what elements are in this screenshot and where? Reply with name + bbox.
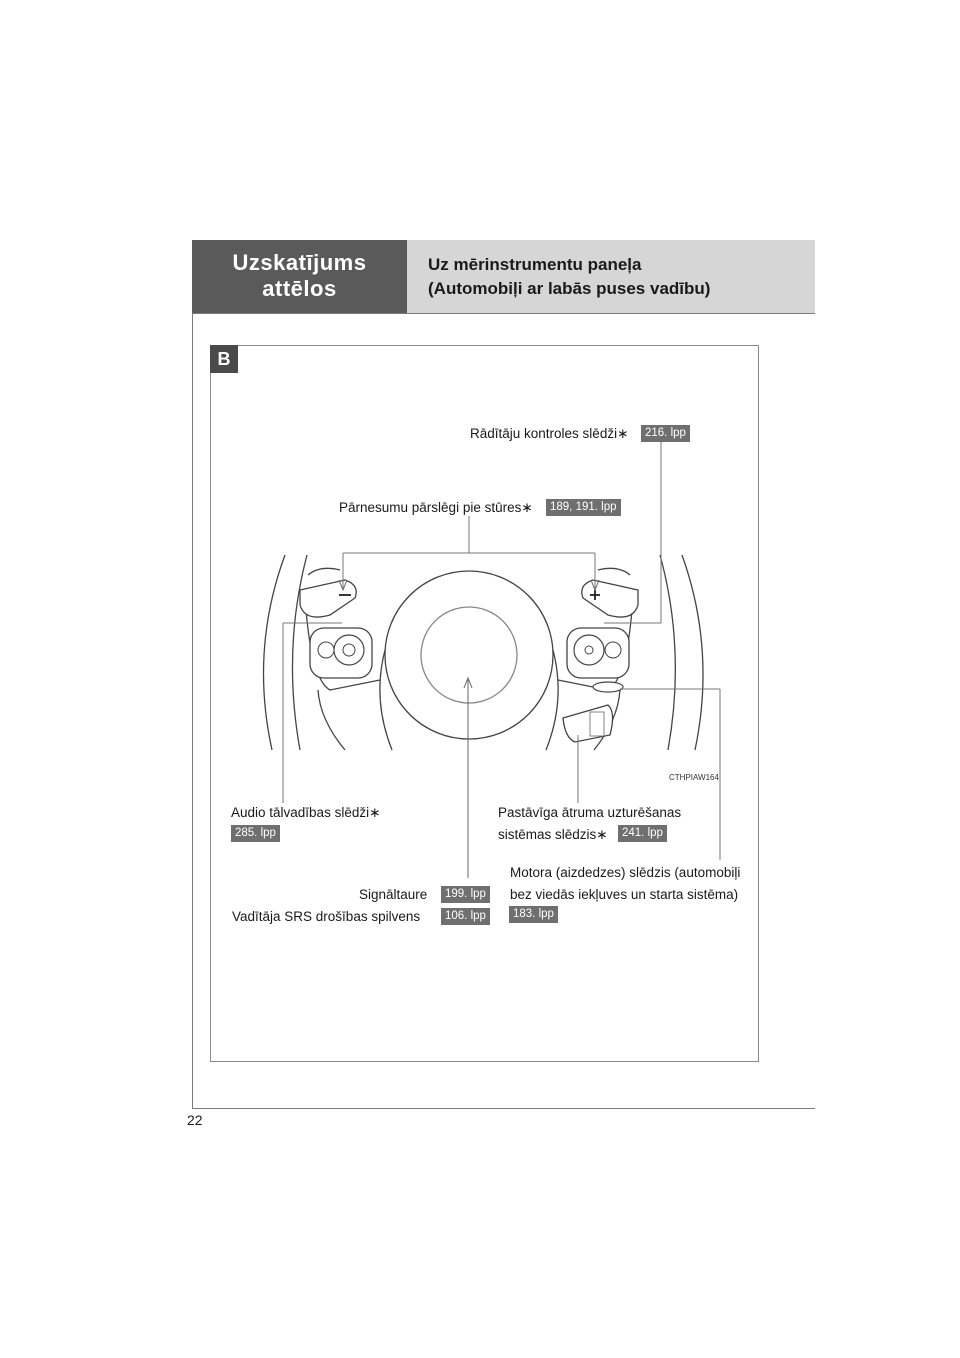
cruise-control-label-line2 <box>498 824 608 845</box>
asterisk-mark: ∗ <box>617 426 629 441</box>
section-title-line1: Uzskatījums <box>232 250 367 275</box>
cruise-control-ref[interactable]: 241. lpp <box>618 825 667 842</box>
page-number: 22 <box>187 1112 203 1128</box>
engine-switch-label-line2: bez viedās iekļuves un starta sistēma) <box>510 887 739 902</box>
page-heading-line1: Uz mērinstrumentu paneļa <box>428 255 642 274</box>
audio-switches-text: Audio tālvadības slēdži <box>231 805 370 820</box>
audio-switches-label <box>231 802 380 823</box>
audio-switches-ref[interactable]: 285. lpp <box>231 825 280 842</box>
cruise-control-text: sistēmas slēdzis <box>498 827 597 842</box>
section-mark: B <box>210 345 238 373</box>
cruise-control-label-line1: Pastāvīga ātruma uzturēšanas <box>498 805 682 820</box>
figure-code: CTHPIAW164 <box>669 773 719 782</box>
paddle-shifters-text: Pārnesumu pārslēgi pie stūres <box>339 500 522 515</box>
gauge-switches-ref[interactable]: 216. lpp <box>641 425 690 442</box>
engine-switch-label-line1: Motora (aizdedzes) slēdzis (automobiļi <box>510 865 741 880</box>
page-heading-line2: (Automobiļi ar labās puses vadību) <box>428 279 711 298</box>
horn-ref[interactable]: 199. lpp <box>441 886 490 903</box>
srs-airbag-ref[interactable]: 106. lpp <box>441 908 490 925</box>
gauge-switches-label <box>470 423 628 444</box>
paddle-shifters-ref[interactable]: 189, 191. lpp <box>546 499 621 516</box>
gauge-switches-text: Rādītāju kontroles slēdži <box>470 426 618 441</box>
srs-airbag-label: Vadītāja SRS drošības spilvens <box>232 909 421 924</box>
section-title-line2: attēlos <box>262 276 337 301</box>
asterisk-mark: ∗ <box>369 805 381 820</box>
asterisk-mark: ∗ <box>596 827 608 842</box>
asterisk-mark: ∗ <box>521 500 533 515</box>
horn-label: Signāltaure <box>359 887 428 902</box>
engine-switch-ref[interactable]: 183. lpp <box>509 906 558 923</box>
paddle-shifters-label <box>339 497 533 518</box>
